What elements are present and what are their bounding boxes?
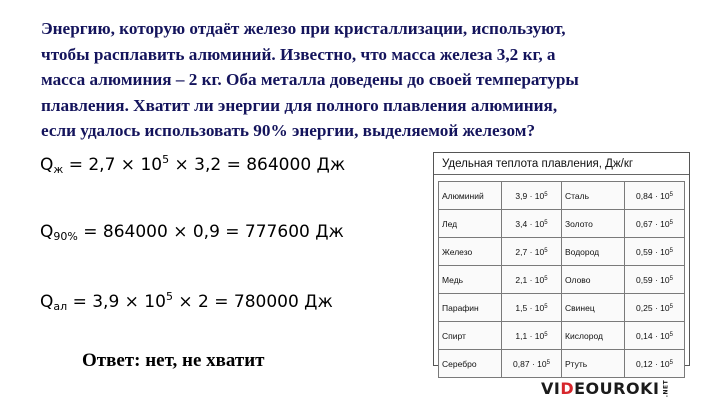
table-row [439,238,685,266]
table-cell-value: $0,59 \cdot 10^5$ [625,238,685,266]
table-cell-substance: Лед [439,210,502,238]
table-cell-substance: Кислород [562,322,625,350]
table-cell-value: $3,4 \cdot 10^5$ [502,210,562,238]
table-row [439,210,685,238]
table-cell-value: $0,84 \cdot 10^5$ [625,182,685,210]
table-cell-substance: Медь [439,266,502,294]
table-cell-substance: Серебро [439,350,502,378]
videouroki-logo: VIDEOUROKI .NET [541,379,670,398]
equation-q-aluminium: $Q_{ал} = 3,9 \times 10^5 \times 2 = 780000$ Дж [40,290,333,313]
table-cell-value: $2,7 \cdot 10^5$ [502,238,562,266]
table-title: Удельная теплота плавления, Дж/кг [434,154,689,175]
table-cell-value: $1,5 \cdot 10^5$ [502,294,562,322]
table-cell-value: $0,14 \cdot 10^5$ [625,322,685,350]
equation-q-90: $Q_{90\%} = 864000 \times 0,9 = 777600$ Дж [40,222,344,243]
table-row [439,266,685,294]
answer-text: Ответ: нет, не хватит [82,350,265,371]
problem-line: если удалось использовать 90% энергии, выделяемой железом? [41,121,536,141]
table-cell-substance: Золото [562,210,625,238]
table-cell-substance: Сталь [562,182,625,210]
table-cell-value: $0,59 \cdot 10^5$ [625,266,685,294]
equation-q-iron: $Q_ж = 2,7 \times 10^5 \times 3,2 = 864000$ Дж [40,153,346,176]
table-cell-value: $0,87 \cdot 10^5$ [502,350,562,378]
problem-line: Энергию, которую отдаёт железо при кристаллизации, используют, [41,19,566,38]
table-row [439,182,685,210]
table-cell-value: $0,67 \cdot 10^5$ [625,210,685,238]
table-cell-substance: Водород [562,238,625,266]
heat-of-fusion-table [433,152,690,369]
fusion-table [438,181,685,378]
table-cell-substance: Спирт [439,322,502,350]
table-cell-value: $3,9 \cdot 10^5$ [502,182,562,210]
table-cell-value: $1,1 \cdot 10^5$ [502,322,562,350]
problem-line: чтобы расплавить алюминий. Известно, что масса железа 3,2 кг, а [41,44,556,64]
table-cell-value: $0,12 \cdot 10^5$ [625,350,685,378]
table-cell-substance: Железо [439,238,502,266]
problem-line: масса алюминия – 2 кг. Оба металла доведены до своей температуры [41,70,579,90]
table-cell-substance: Свинец [562,294,625,322]
table-row [439,322,685,350]
table-cell-value: $0,25 \cdot 10^5$ [625,294,685,322]
table-row [439,350,685,378]
table-cell-substance: Ртуть [562,350,625,378]
table-cell-value: $2,1 \cdot 10^5$ [502,266,562,294]
table-cell-substance: Алюминий [439,182,502,210]
problem-text [41,16,681,144]
table-cell-substance: Олово [562,266,625,294]
problem-line: плавления. Хватит ли энергии для полного плавления алюминия, [41,95,558,115]
table-cell-substance: Парафин [439,294,502,322]
table-row [439,294,685,322]
